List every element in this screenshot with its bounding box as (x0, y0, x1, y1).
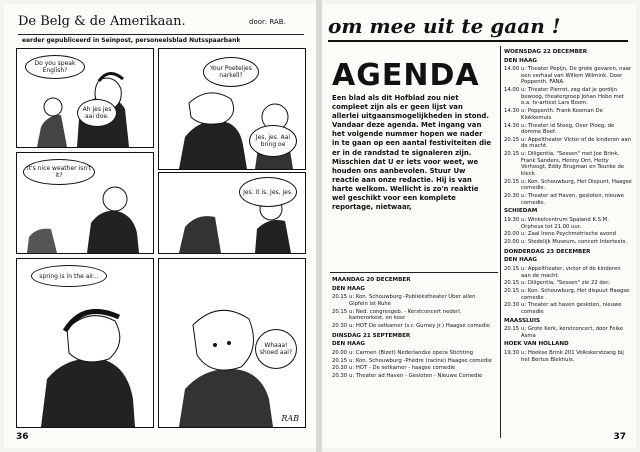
speech-bubble-7: spring is in the air... (31, 265, 107, 287)
agenda-event (504, 326, 632, 339)
column-divider (500, 46, 501, 438)
event-description: u: Theater Pierrot, zag dat je gordijn bewoog, theatergroep Johan Hobo met o.a. tv-artiest Lars Boom. (521, 87, 624, 107)
event-time: 20.15 (332, 294, 348, 301)
event-time: 20.30 (332, 365, 348, 372)
event-time: 14.30 (504, 122, 520, 129)
left-page (4, 4, 316, 448)
event-description: u: Theater id Steeg, Over Ploeg, de domme Boef. (521, 122, 615, 136)
event-time: 20.15 (504, 280, 520, 287)
agenda-day-heading: WOENSDAG 22 DECEMBER (504, 49, 588, 55)
event-time: 20.00 (504, 239, 520, 246)
agenda-event (504, 137, 632, 150)
page-number-right: 37 (613, 432, 626, 442)
event-time: 20.15 (332, 357, 348, 364)
event-time: 20.30 (504, 193, 520, 200)
event-time: 20.00 (504, 231, 520, 238)
agenda-event (504, 231, 632, 238)
event-description: u: Diligentia, "Sessen" zie 22 dec. (521, 280, 611, 287)
agenda-city-heading: MAASSLUIS (504, 317, 541, 324)
comic-panel-3 (16, 152, 154, 254)
comic-panel-1 (16, 48, 154, 148)
agenda-event (504, 350, 632, 363)
agenda-event (504, 66, 632, 86)
event-description: u: Kon. Schouwburg, Het dispuut Haagse comedie (521, 288, 630, 301)
speech-bubble-5: It's nice weather isn't it? (23, 159, 95, 185)
event-description: u: HOT De setkamer (s.r. Gurney Jr.) Haagse comedie (349, 322, 490, 329)
agenda-city-heading: DEN HAAG (504, 257, 538, 264)
agenda-event (332, 358, 496, 365)
agenda-event (504, 266, 632, 279)
agenda-title: AGENDA (332, 58, 480, 93)
agenda-event (332, 350, 496, 357)
event-time: 14.30 (504, 108, 520, 115)
agenda-event (504, 151, 632, 177)
event-time: 14.00 (504, 66, 520, 73)
agenda-event (504, 288, 632, 301)
comic-panel-5 (16, 258, 154, 428)
page-number-left: 36 (16, 432, 29, 442)
headline: om mee uit te gaan ! (328, 14, 628, 42)
agenda-column-left (332, 274, 496, 381)
speech-bubble-8: Whaaa! shoed aai? (255, 329, 297, 369)
event-description: u: Kon. Schouwburg, Het Dispunt, Haagse comedie. (521, 178, 632, 192)
event-time: 14.00 (504, 87, 520, 94)
agenda-event (504, 280, 632, 287)
agenda-event (504, 108, 632, 121)
agenda-event (332, 365, 496, 372)
event-time: 20.15 (504, 151, 520, 158)
speech-bubble-3: Your Poeteljes narkell? (203, 57, 259, 87)
right-page (322, 4, 636, 448)
agenda-city-heading: DEN HAAG (332, 341, 366, 348)
comic-panel-2 (158, 48, 306, 170)
comic-panel-6 (158, 258, 306, 428)
agenda-city-heading: HOEK VAN HOLLAND (504, 341, 569, 348)
agenda-event (332, 373, 496, 380)
event-description: u: Theater ad Haven - Gesloten - Nieuwe Comedie (349, 373, 483, 380)
event-description: u: Theater Pepijn, De grote gevaren, naar een verhaal van Willem Wilmink. Door Poppenth. FANA. (521, 66, 632, 86)
agenda-event (504, 123, 632, 136)
event-description: u: HOT - De setkamer - haagse comedie (349, 365, 456, 372)
speech-bubble-6: Jes. it is. Jes, jes. (239, 177, 297, 207)
event-description: u: Hoekse Brink 201 Volkskerstzang bij het Bertus Blekhuis. (521, 350, 624, 363)
intro-divider (330, 272, 498, 273)
comic-title: De Belg & de Amerikaan. (18, 14, 186, 29)
agenda-day-heading: MAANDAG 20 DECEMBER (332, 277, 411, 283)
event-time: 20.15 (504, 288, 520, 295)
event-description: u: Stedelijk Museum, concert Intertexts. (521, 239, 628, 246)
event-time: 20.15 (504, 136, 520, 143)
event-description: u: Ned. congresgeb. - Kerstconcert nederl. kamerorkest, en koor (349, 308, 462, 322)
event-description: u: Winkelcentrum Spaland K.S.M. Orpheus tot 21.00 uur. (521, 216, 609, 230)
event-description: u: Appeltheater Victor of de kinderen aan de macht. (521, 136, 631, 150)
event-time: 20.30 (504, 302, 520, 309)
agenda-event (504, 239, 632, 246)
event-description: u: Theater ad Haven, gesloten, nieuwe comedie. (521, 193, 624, 206)
event-time: 20.15 (504, 326, 520, 333)
event-description: u: Carmen (Bizet) Nederlandse opera Stichting (349, 349, 473, 356)
event-description: u: Diligentia, "Sessen" met Joe Brink, Frank Sanders, Henny Orri, Hetty Verhoogt, Eddy Brugman en Teunke de kleck (521, 151, 625, 178)
artist-signature: RAB (281, 414, 299, 423)
event-time: 20.30 (332, 322, 348, 329)
event-description: u: Kon. Schouwburg -Publiekstheater Uber allen Gipfeln ist Ruhe (349, 294, 476, 307)
event-description: u: Grote Kerk, kerstconcert, door Feike Asma (521, 326, 624, 339)
event-time: 20.15 (504, 265, 520, 272)
agenda-event (504, 193, 632, 206)
comic-subtitle: eerder gepubliceerd in Seinpost, personeelsblad Nutsspaarbank (22, 37, 241, 44)
event-description: u: Kon. Schouwburg -Phèdre (racine) Haagse comedie (349, 357, 492, 364)
agenda-day-heading: DINSDAG 21 SEPTEMBER (332, 332, 411, 339)
agenda-column-right (504, 46, 632, 364)
comic-author: door: RAB. (249, 18, 286, 26)
event-time: 20.15 (504, 178, 520, 185)
agenda-city-heading: DEN HAAG (504, 57, 538, 64)
agenda-event (504, 217, 632, 230)
event-description: u: Theater ad haven gesloten, nieuwe comedie (521, 302, 622, 316)
event-description: u: Poppenth. Frank Kooman De Klokkemuis. (521, 108, 603, 121)
event-time: 20.00 (332, 349, 348, 356)
agenda-city-heading: DEN HAAG (332, 285, 366, 292)
event-time: 20.30 (332, 373, 348, 380)
speech-bubble-1: Do you speak English? (25, 55, 85, 79)
event-time: 19.30 (504, 216, 520, 223)
event-time: 20.15 (332, 308, 348, 315)
speech-bubble-4: Jes, jes. Aai bring oe (249, 125, 297, 157)
agenda-city-heading: SCHIEDAM (504, 208, 538, 215)
agenda-event (504, 87, 632, 107)
agenda-intro: Een blad als dit Hofblad zou niet compleet zijn als er geen lijst van allerlei uitgaansmogelijkheden in stond. Vandaar deze agenda. Met ingang van het volgende nummer hopen we nader in te gaan op een aantal festiviteiten die er in de randstad te signaleren zijn. Misschien dat U er iets voor weet, we houden ons aanbevolen. Stuur Uw reactie aan onze redactie. Hij is van harte welkom. Wellicht is zo'n reaktie wel geschikt voor een komplete reportage, nietwaar, (332, 94, 492, 212)
agenda-day-heading: DONDERDAG 23 DECEMBER (504, 248, 591, 255)
agenda-event (504, 179, 632, 192)
speech-bubble-2: Ah jes jes aai doe. (77, 99, 117, 127)
agenda-event (332, 323, 496, 330)
event-time: 19.30 (504, 350, 520, 356)
event-description: u: Appeltheater, victor of de kinderen aan de macht. (521, 265, 621, 279)
event-description: u: Zaal Irene Psychmetrische avond (521, 231, 617, 238)
agenda-event (332, 294, 496, 307)
agenda-event (504, 302, 632, 315)
agenda-event (332, 309, 496, 322)
title-rule (18, 34, 304, 35)
comic-panel-4 (158, 172, 306, 254)
